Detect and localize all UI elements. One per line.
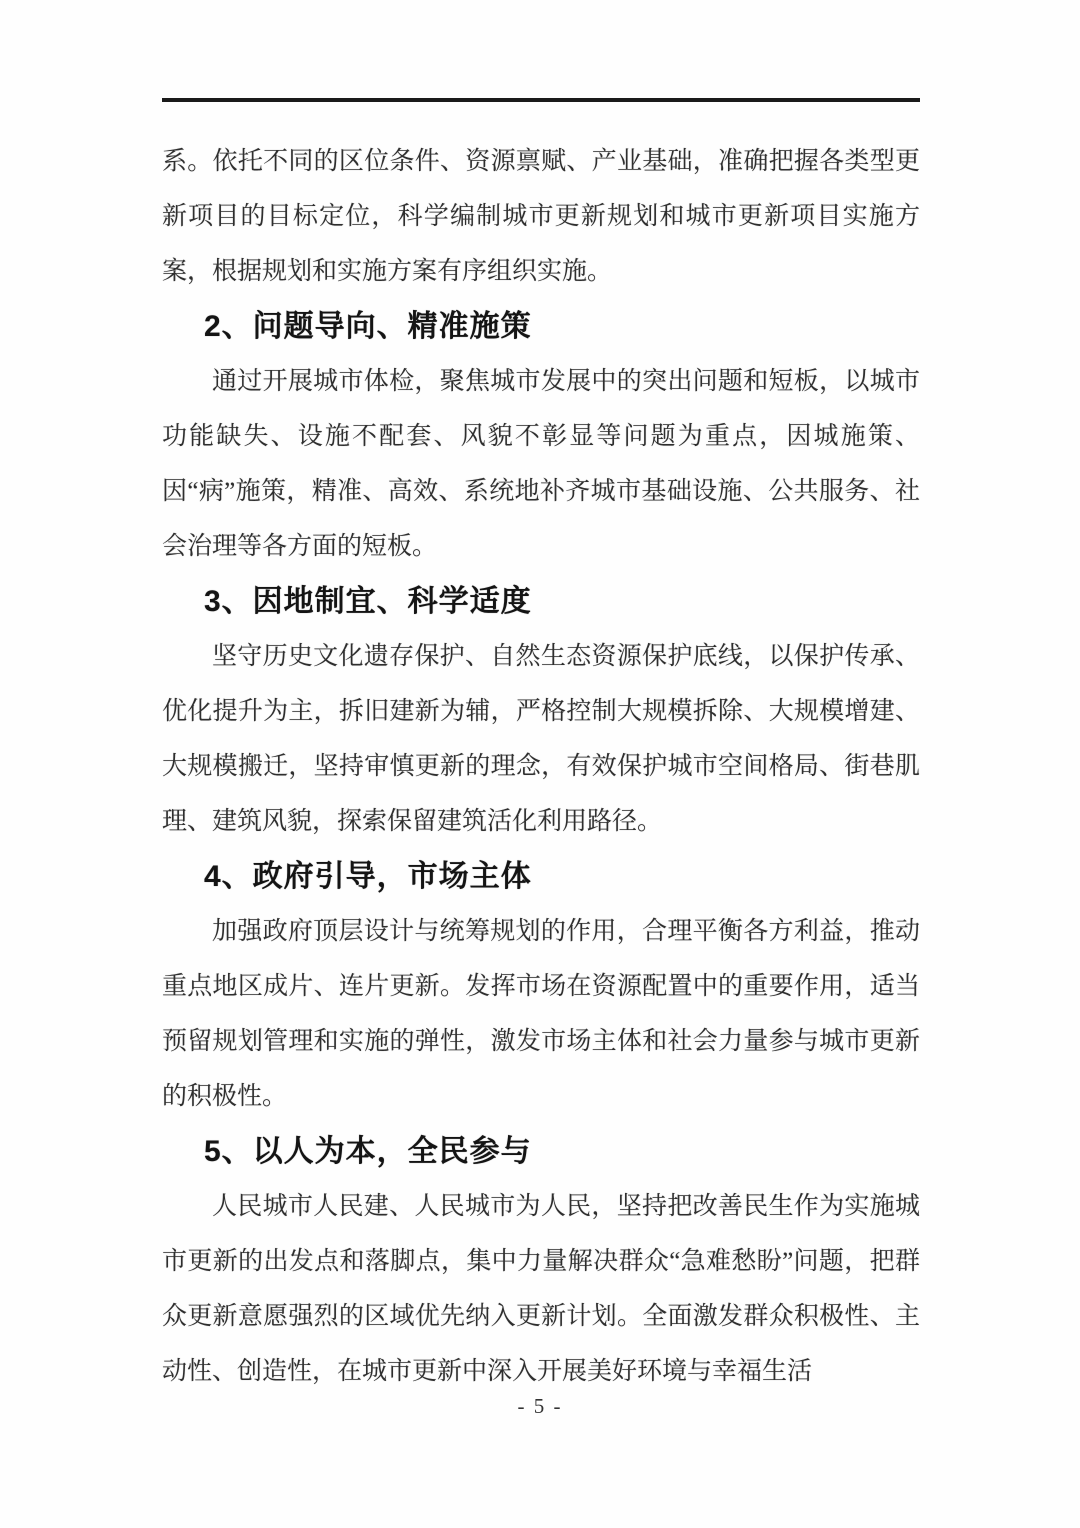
page-number: - 5 -: [517, 1394, 563, 1418]
section-paragraph-4: 加强政府顶层设计与统筹规划的作用，合理平衡各方利益，推动重点地区成片、连片更新。发挥市场在资源配置中的重要作用，适当预留规划管理和实施的弹性，激发市场主体和社会力量参与城市更新的积极性。: [162, 918, 920, 1110]
document-content: [162, 134, 920, 1399]
section-heading-5: 5、以人为本，全民参与: [204, 1135, 532, 1168]
opening-paragraph: 系。依托不同的区位条件、资源禀赋、产业基础，准确把握各类型更新项目的目标定位，科学编制城市更新规划和城市更新项目实施方案，根据规划和实施方案有序组织实施。: [162, 148, 920, 285]
section-heading-4: 4、政府引导，市场主体: [204, 860, 532, 893]
section-heading-2: 2、问题导向、精准施策: [204, 310, 532, 343]
section-paragraph-3: 坚守历史文化遗存保护、自然生态资源保护底线，以保护传承、优化提升为主，拆旧建新为辅，严格控制大规模拆除、大规模增建、大规模搬迁，坚持审慎更新的理念，有效保护城市空间格局、街巷肌理、建筑风貌，探索保留建筑活化利用路径。: [162, 643, 920, 835]
header-rule: [162, 98, 920, 102]
section-paragraph-5: 人民城市人民建、人民城市为人民，坚持把改善民生作为实施城市更新的出发点和落脚点，集中力量解决群众“急难愁盼”问题，把群众更新意愿强烈的区域优先纳入更新计划。全面激发群众积极性、主动性、创造性，在城市更新中深入开展美好环境与幸福生活: [162, 1193, 920, 1385]
section-heading-3: 3、因地制宜、科学适度: [204, 585, 532, 618]
section-paragraph-2: 通过开展城市体检，聚焦城市发展中的突出问题和短板，以城市功能缺失、设施不配套、风貌不彰显等问题为重点，因城施策、因“病”施策，精准、高效、系统地补齐城市基础设施、公共服务、社会治理等各方面的短板。: [162, 368, 920, 560]
